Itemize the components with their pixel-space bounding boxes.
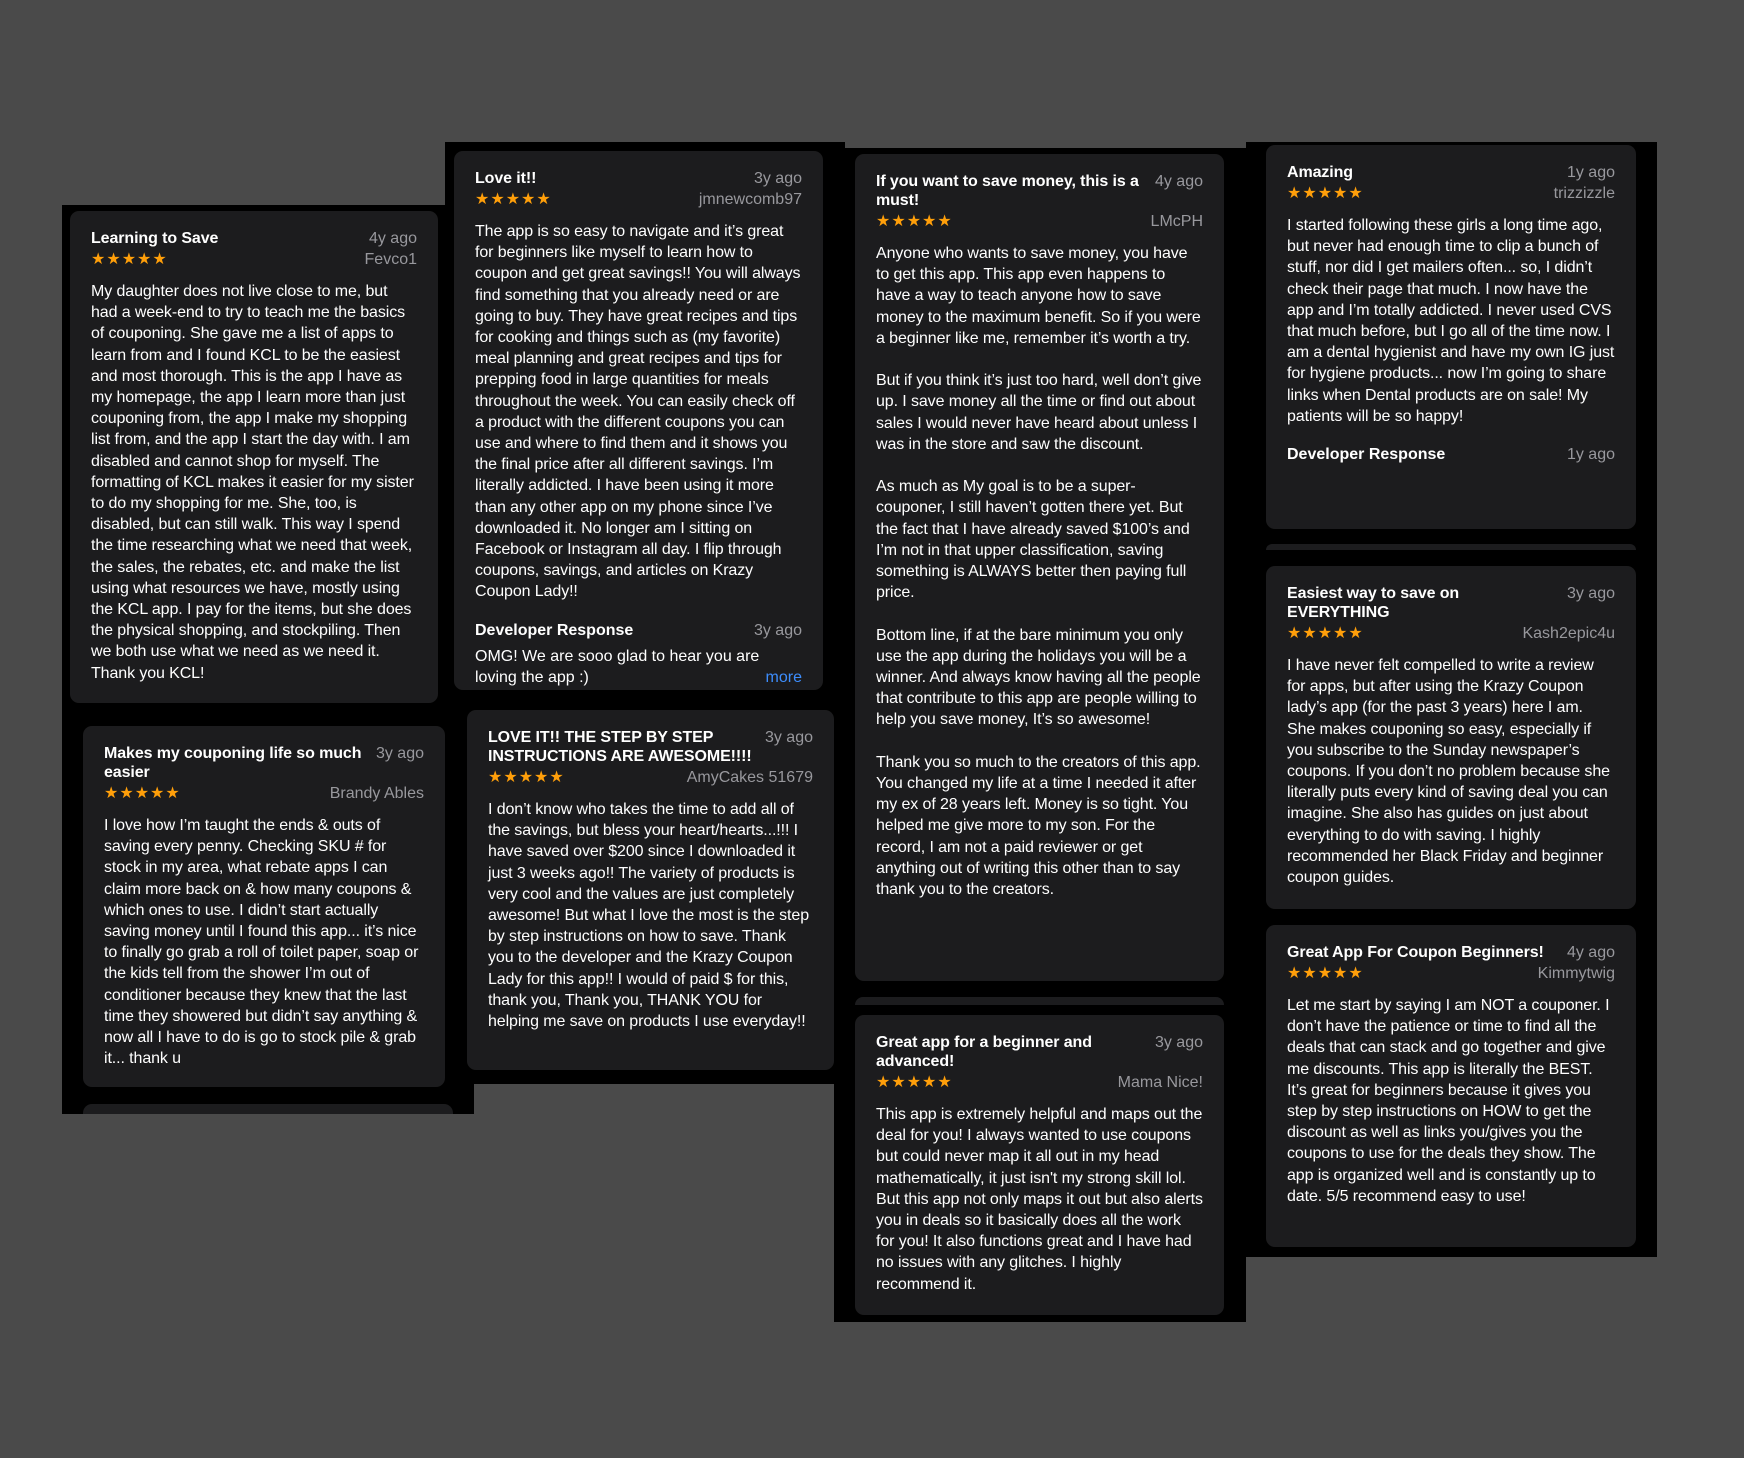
star-rating: ★★★★★	[1287, 185, 1364, 202]
review-card-edge	[855, 997, 1224, 1005]
review-title: Love it!!	[475, 170, 537, 187]
star-rating: ★★★★★	[1287, 965, 1364, 982]
review-age: 1y ago	[1566, 164, 1615, 181]
review-title: Amazing	[1287, 164, 1353, 181]
star-rating: ★★★★★	[876, 1074, 953, 1091]
review-body: This app is extremely helpful and maps out the deal for you! I always wanted to use coupons but could never map it all out in my head mathematically, it just isn't my strong skill lol. But this app not only maps it out but also alerts you in deals so it basically does all the work for you! It also functions great and I have had no issues with any glitches. I highly recommend it.	[876, 1106, 1203, 1293]
review-author: AmyCakes 51679	[686, 769, 813, 786]
developer-response-header	[475, 621, 802, 640]
developer-response-age: 1y ago	[1566, 446, 1615, 464]
review-age: 3y ago	[1566, 585, 1615, 602]
review-age: 4y ago	[368, 230, 417, 247]
star-rating: ★★★★★	[1287, 625, 1364, 642]
review-body: Let me start by saying I am NOT a couponer. I don’t have the patience or time to find all the deals that can stack and go together and give me discounts. This app is literally the BEST. It’s great for beginners because it gives you step by step instructions on HOW to get the discount as well as links you/gives you the coupons to use for the deals they show. The app is organized well and is constantly up to date. 5/5 recommend easy to use!	[1287, 997, 1610, 1205]
review-author: Brandy Ables	[329, 785, 424, 802]
review-author: Kimmytwig	[1537, 965, 1615, 982]
review-title: Easiest way to save on EVERYTHING	[1287, 585, 1460, 621]
review-card[interactable]	[855, 154, 1224, 981]
developer-response-header	[1287, 445, 1615, 464]
review-body: My daughter does not live close to me, but had a week-end to try to teach me the basics of couponing. She gave me a list of apps to learn from and I found KCL to be the easiest and most thorough. This is the app I have as my homepage, the app I learn more than just couponing from, the app I make my shopping list from, and the app I start the day with. I am disabled and cannot shop for myself. The formatting of KCL makes it easier for my sister to do my shopping for me. She, too, is disabled, but can still walk. This way I spend the time researching what we need that week, the sales, the rebates, etc. and make the list using what resources we have, mostly using the KCL app. I pay for the items, but she does the physical shopping, and stockpiling. Then we both use what we need as we need it. Thank you KCL!	[91, 283, 414, 682]
review-age: 3y ago	[753, 170, 802, 187]
review-body: The app is so easy to navigate and it’s great for beginners like myself to learn how to coupon and get great savings!! You will always find something that you already need or are going to buy. They have great recipes and tips for cooking and things such as (my favorite) meal planning and great recipes and tips for prepping food in large quantities for meals throughout the week. You can easily check off a product with the different coupons you can use and where to find them and it shows you the final price after all different savings. I’m literally addicted. I have been using it more than any other app on my phone since I’ve downloaded it. No longer am I sitting on Facebook or Instagram all day. I flip through coupons, savings, and articles on Krazy Coupon Lady!!	[475, 223, 801, 601]
developer-response-title: Developer Response	[1287, 446, 1446, 464]
review-card[interactable]	[1266, 566, 1636, 909]
star-rating: ★★★★★	[488, 769, 565, 786]
review-age: 3y ago	[764, 729, 813, 746]
more-link[interactable]: more	[765, 668, 802, 686]
review-body: I have never felt compelled to write a review for apps, but after using the Krazy Coupon lady’s app (for the past 3 years) here I am. She makes couponing so easy, especially if you subscribe to the Sunday newspaper’s coupons. If you don’t no problem because she literally puts every kind of saving deal you can imagine. She also has guides on just about everything to do with saving. I highly recommended her Black Friday and beginner coupon guides.	[1287, 657, 1610, 887]
review-age: 3y ago	[375, 745, 424, 762]
developer-response-age: 3y ago	[753, 621, 802, 639]
review-author: Mama Nice!	[1117, 1074, 1203, 1091]
review-age: 4y ago	[1154, 173, 1203, 190]
review-body: I started following these girls a long time ago, but never had enough time to clip a bunch of stuff, nor did I get mailers often... so, I didn’t check their page that much. I now have the app and I’m totally addicted. I never used CVS that much before, but I go all of the time now. I am a dental hygienist and have my own IG just for hygiene products... now I’m going to share links when Dental products are on sale! My patients will be so happy!	[1287, 217, 1615, 425]
review-card[interactable]	[83, 726, 445, 1087]
review-card[interactable]	[1266, 145, 1636, 529]
review-age: 3y ago	[1154, 1034, 1203, 1051]
review-card[interactable]	[855, 1015, 1224, 1315]
developer-response-title: Developer Response	[475, 621, 634, 639]
star-rating: ★★★★★	[876, 213, 953, 230]
developer-response-text: OMG! We are sooo glad to hear you are loving the app :)	[475, 647, 760, 686]
review-author: jmnewcomb97	[698, 191, 802, 208]
review-body: I love how I’m taught the ends & outs of saving every penny. Checking SKU # for stock in my area, what rebate apps I can claim more back on & how many coupons & which ones to use. I didn’t start actually saving money until I found this app... it’s nice to finally go grab a roll of toilet paper, soap or the kids tell from the shower I’m out of conditioner because they knew that the last time they showered but didn’t say anything & now all I have to do is go to stock pile & grab it... thank u	[104, 817, 419, 1068]
review-card[interactable]	[467, 710, 834, 1070]
star-rating: ★★★★★	[475, 191, 552, 208]
review-card-edge	[1266, 544, 1636, 550]
review-title: If you want to save money, this is a must!	[876, 173, 1139, 209]
star-rating: ★★★★★	[104, 785, 181, 802]
review-author: LMcPH	[1150, 213, 1203, 230]
review-title: Learning to Save	[91, 230, 219, 247]
review-card[interactable]	[1266, 925, 1636, 1247]
review-age: 4y ago	[1566, 944, 1615, 961]
review-author: Fevco1	[364, 251, 417, 268]
review-title: Great App For Coupon Beginners!	[1287, 944, 1544, 961]
review-author: trizzizzle	[1553, 185, 1615, 202]
next-review-card-edge	[83, 1104, 453, 1114]
review-card[interactable]	[70, 211, 438, 703]
review-author: Kash2epic4u	[1522, 625, 1615, 642]
review-body: I don’t know who takes the time to add all of the savings, but bless your heart/hearts...!!! I have saved over $200 since I downloaded it just 3 weeks ago!! The variety of products is very cool and the values are just completely awesome! But what I love the most is the step by step instructions on how to save. Thank you to the developer and the Krazy Coupon Lady for this app!! I would of paid $ for this, thank you, Thank you, THANK YOU for helping me save on products I use everyday!!	[488, 801, 809, 1031]
review-title: LOVE IT!! THE STEP BY STEP INSTRUCTIONS ARE AWESOME!!!!	[488, 729, 752, 765]
review-title: Makes my couponing life so much easier	[104, 745, 362, 781]
review-title: Great app for a beginner and advanced!	[876, 1034, 1092, 1070]
star-rating: ★★★★★	[91, 251, 168, 268]
review-card[interactable]	[454, 151, 823, 690]
review-body: Anyone who wants to save money, you have to get this app. This app even happens to have a way to teach anyone how to save money to the maximum benefit. So if you were a beginner like me, remember it’s worth a try. But if you think it’s just too hard, well don’t give up. I save money all the time or find out about sales I would never have heard about unless I was in the store and saw the discount. As much as My goal is to be a super-couponer, I still haven’t gotten there yet. But the fact that I have already saved $100’s and I’m not in that upper classification, saving something is ALWAYS better then paying full price. Bottom line, if at the bare minimum you only use the app during the holidays you will be a winner. And always know having all the people that contribute to this app are people willing to help you save money, It’s so awesome! Thank you so much to the creators of this app. You changed my life at a time I needed it after my ex of 28 years left. Money is so tight. You helped me give more to my son. For the record, I am not a paid reviewer or get anything out of writing this other than to say thank you to the creators.	[876, 245, 1202, 899]
